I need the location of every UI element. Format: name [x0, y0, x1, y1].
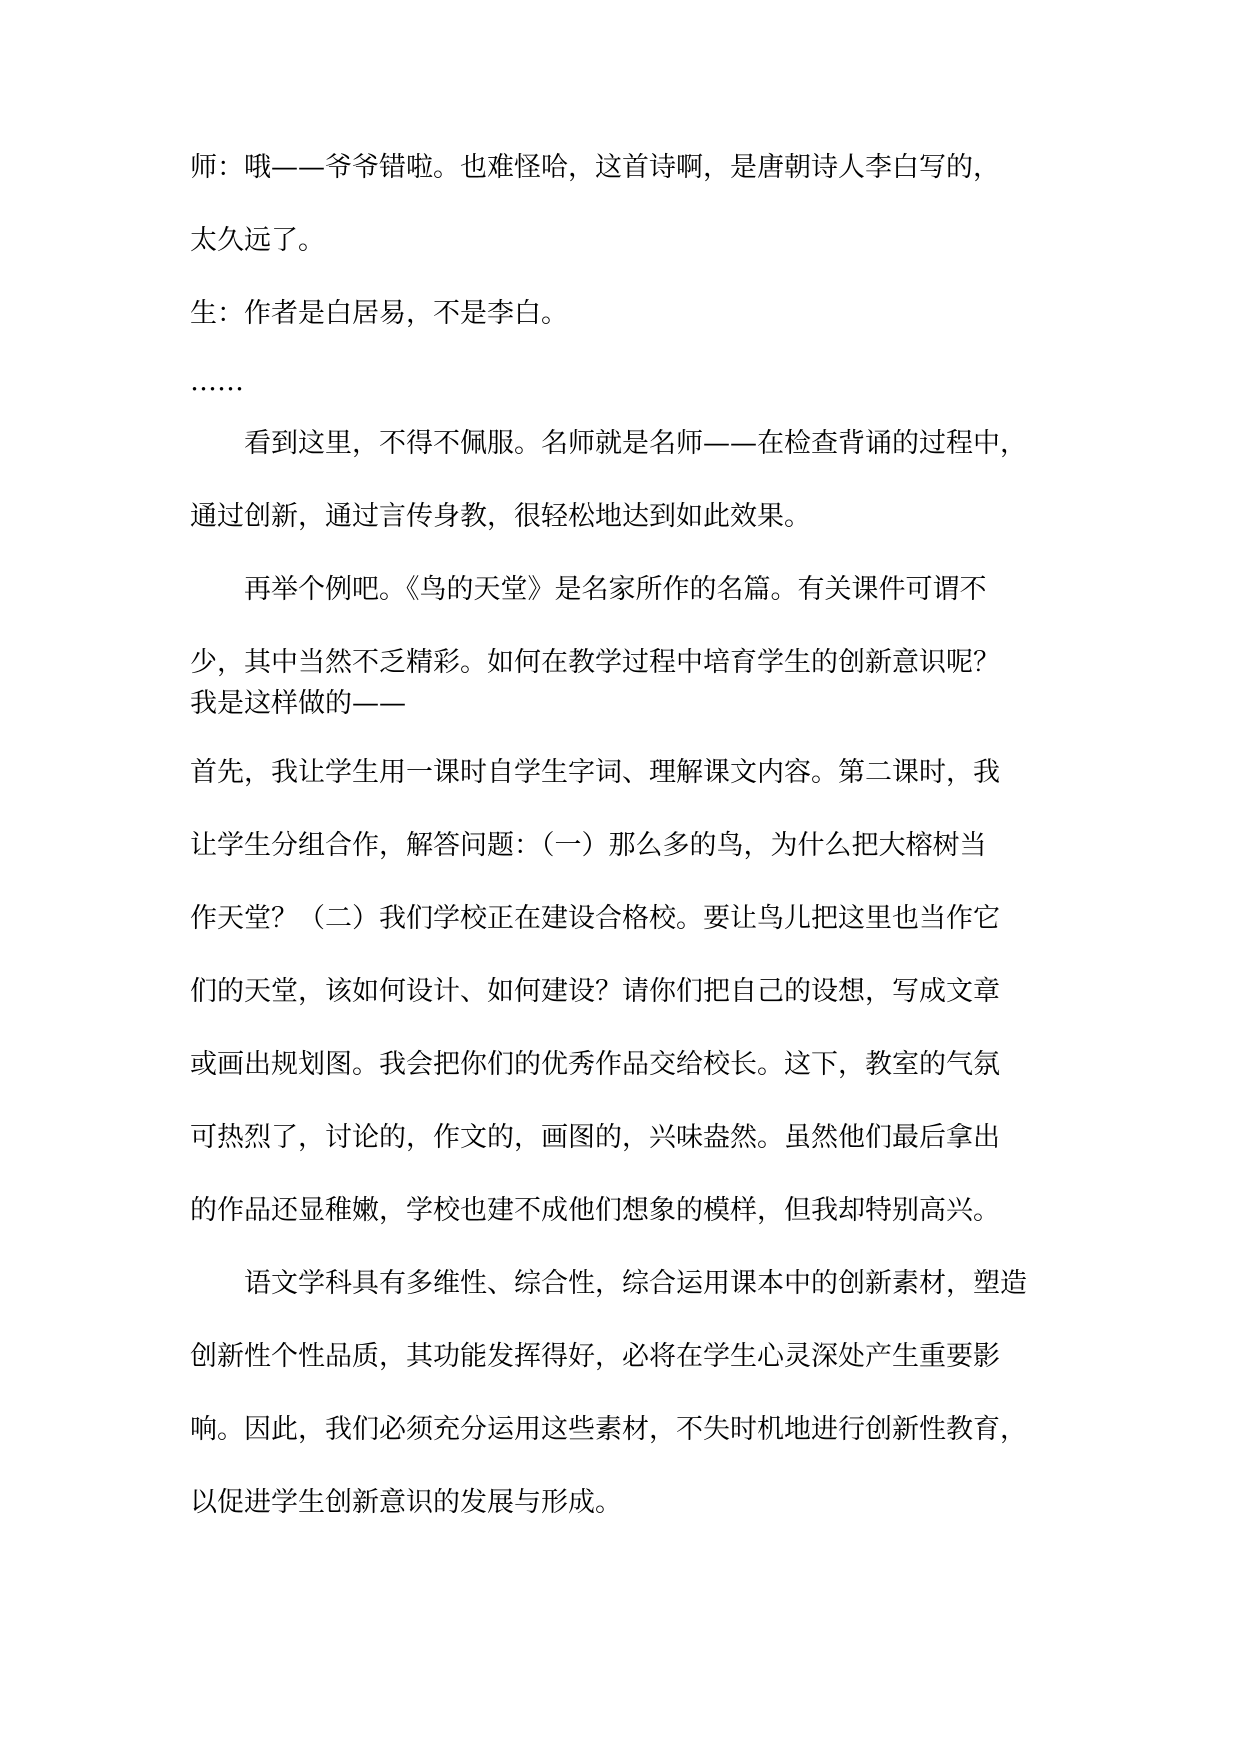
paragraph-first-line: 再举个例吧。《鸟的天堂》是名家所作的名篇。有关课件可谓不	[244, 574, 987, 605]
text-line: 们的天堂，该如何设计、如何建设？请你们把自己的设想，写成文章	[190, 976, 1000, 1007]
text-line: 以促进学生创新意识的发展与形成。	[190, 1487, 622, 1518]
text-line: 师：哦——爷爷错啦。也难怪哈，这首诗啊，是唐朝诗人李白写的，	[190, 152, 1000, 183]
text-line: 创新性个性品质，其功能发挥得好，必将在学生心灵深处产生重要影	[190, 1341, 1000, 1372]
text-line: ……	[190, 366, 244, 397]
text-line: 生：作者是白居易，不是李白。	[190, 298, 568, 329]
text-line: 我是这样做的——	[190, 688, 406, 719]
text-line: 作天堂？（二）我们学校正在建设合格校。要让鸟儿把这里也当作它	[190, 903, 1000, 934]
text-line: 太久远了。	[190, 225, 325, 256]
paragraph-first-line: 语文学科具有多维性、综合性，综合运用课本中的创新素材，塑造	[244, 1268, 1027, 1299]
text-line: 少，其中当然不乏精彩。如何在教学过程中培育学生的创新意识呢？	[190, 647, 1000, 678]
text-line: 响。因此，我们必须充分运用这些素材，不失时机地进行创新性教育，	[190, 1414, 1027, 1445]
text-line: 首先，我让学生用一课时自学生字词、理解课文内容。第二课时，我	[190, 757, 1000, 788]
text-line: 可热烈了，讨论的，作文的，画图的，兴味盎然。虽然他们最后拿出	[190, 1122, 1000, 1153]
text-line: 或画出规划图。我会把你们的优秀作品交给校长。这下，教室的气氛	[190, 1049, 1000, 1080]
paragraph-first-line: 看到这里，不得不佩服。名师就是名师——在检查背诵的过程中，	[244, 428, 1027, 459]
text-line: 让学生分组合作，解答问题：（一）那么多的鸟，为什么把大榕树当	[190, 830, 987, 861]
text-line: 的作品还显稚嫩，学校也建不成他们想象的模样，但我却特别高兴。	[190, 1195, 1000, 1226]
text-line: 通过创新，通过言传身教，很轻松地达到如此效果。	[190, 501, 811, 532]
